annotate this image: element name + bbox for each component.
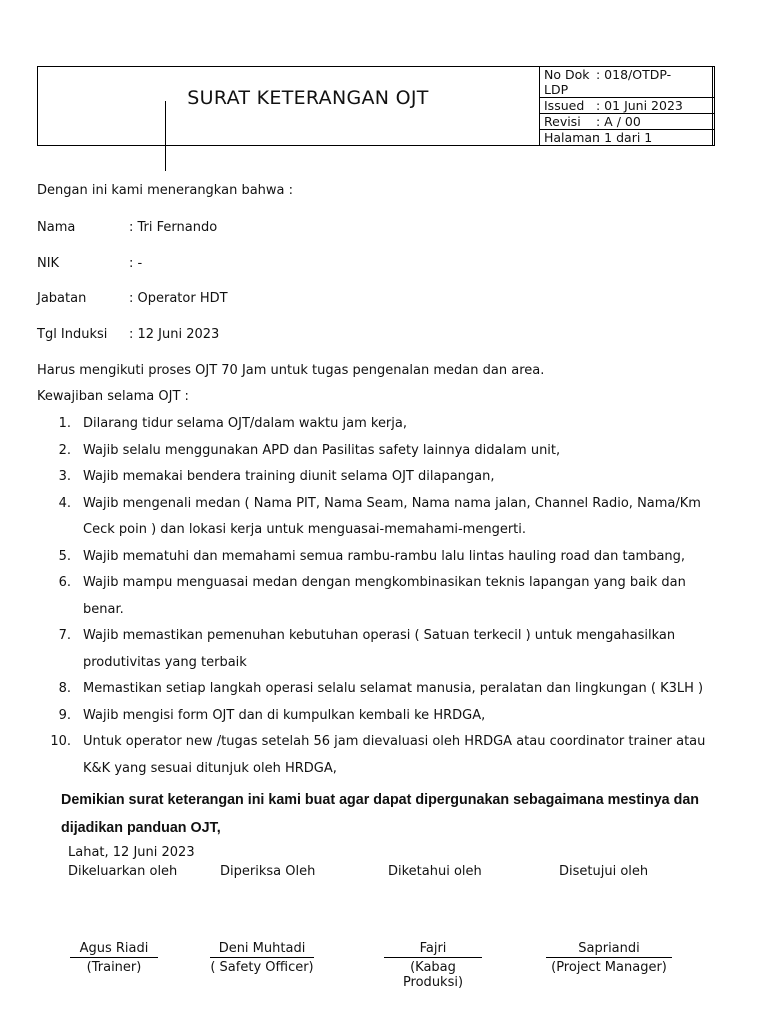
field-label-jabatan: Jabatan <box>37 291 87 306</box>
list-item-number: 9. <box>58 707 71 723</box>
signature-block-project-manager <box>546 941 672 975</box>
list-item-number: 10. <box>50 734 71 749</box>
list-item-number: 7. <box>58 628 71 643</box>
list-item-text: Wajib selalu menggunakan APD dan Pasilitas safety lainnya didalam unit, <box>83 442 561 458</box>
signature-caption: Disetujui oleh <box>559 864 649 879</box>
list-item-text: Wajib mengenali medan ( Nama PIT, Nama Seam, Nama nama jalan, Channel Radio, Nama/Km Ceck poin ) dan lokasi kerja untuk menguasai-memahami-mengerti. <box>83 495 701 537</box>
list-item <box>37 703 727 730</box>
list-item <box>37 729 727 782</box>
list-item-text: Untuk operator new /tugas setelah 56 jam dievaluasi oleh HRDGA atau coordinator trainer atau K&K yang sesuai ditunjuk oleh HRDGA, <box>83 734 706 776</box>
field-value-tgl-induksi: : 12 Juni 2023 <box>129 327 220 342</box>
place-date: Lahat, 12 Juni 2023 <box>68 845 195 860</box>
list-item-number: 5. <box>58 548 71 564</box>
document-header <box>37 66 713 146</box>
ojt-statement: Harus mengikuti proses OJT 70 Jam untuk tugas pengenalan medan dan area. <box>37 363 545 378</box>
signature-caption: Diketahui oleh <box>388 864 482 879</box>
document-meta-table <box>539 66 715 146</box>
field-value-nama: : Tri Fernando <box>129 220 218 235</box>
signer-name: Sapriandi <box>546 941 672 958</box>
header-divider-line <box>165 101 166 171</box>
signature-caption: Dikeluarkan oleh <box>68 864 178 879</box>
meta-label: Issued <box>544 98 585 113</box>
list-item <box>37 623 727 676</box>
list-item-text: Wajib mengisi form OJT dan di kumpulkan kembali ke HRDGA, <box>83 707 486 723</box>
list-item <box>37 570 727 623</box>
meta-row-no-dok <box>540 67 715 98</box>
signature-block-kabag-produksi <box>384 941 482 990</box>
list-item-number: 6. <box>58 575 71 590</box>
meta-value: : 01 Juni 2023 <box>596 98 683 113</box>
list-item-text: Dilarang tidur selama OJT/dalam waktu jam kerja, <box>83 416 407 431</box>
list-item-number: 4. <box>58 495 71 511</box>
list-item-number: 1. <box>58 416 71 431</box>
list-item-text: Memastikan setiap langkah operasi selalu selamat manusia, peralatan dan lingkungan ( K3LH ) <box>83 681 704 696</box>
duties-heading: Kewajiban selama OJT : <box>37 389 189 404</box>
signer-name: Agus Riadi <box>70 941 158 958</box>
meta-value-cont: LDP <box>544 82 569 97</box>
signature-block-trainer <box>70 941 158 975</box>
meta-row-issued <box>540 98 715 114</box>
signer-name: Deni Muhtadi <box>210 941 314 958</box>
intro-text: Dengan ini kami menerangkan bahwa : <box>37 183 294 198</box>
list-item <box>37 411 727 438</box>
document-title: SURAT KETERANGAN OJT <box>187 87 429 109</box>
list-item-text: Wajib mematuhi dan memahami semua rambu-rambu lalu lintas hauling road dan tambang, <box>83 548 686 564</box>
meta-label: Halaman <box>544 130 600 145</box>
meta-row-halaman <box>540 130 715 146</box>
signer-role: (Trainer) <box>86 960 142 975</box>
list-item-number: 2. <box>58 442 71 458</box>
list-item-number: 8. <box>58 681 71 696</box>
duties-list <box>37 411 727 782</box>
meta-value: : 018/OTDP- <box>596 67 672 82</box>
field-label-nama: Nama <box>37 220 76 235</box>
meta-value: : 1 dari 1 <box>596 130 653 145</box>
list-item <box>37 464 727 491</box>
closing-statement: Demikian surat keterangan ini kami buat agar dapat dipergunakan sebagaimana mestinya dan dijadikan panduan OJT, <box>61 792 700 836</box>
meta-label: No Dok <box>544 67 590 82</box>
field-label-tgl-induksi: Tgl Induksi <box>37 327 108 342</box>
meta-value: : A / 00 <box>596 114 641 129</box>
list-item-number: 3. <box>58 469 71 484</box>
field-value-nik: : - <box>129 256 143 271</box>
list-item <box>37 491 727 544</box>
signer-role: (Project Manager) <box>551 960 667 975</box>
list-item <box>37 544 727 571</box>
list-item-text: Wajib memakai bendera training diunit selama OJT dilapangan, <box>83 469 495 484</box>
signer-name: Fajri <box>384 941 482 958</box>
signer-role: (Kabag Produksi) <box>402 960 464 990</box>
meta-label: Revisi <box>544 114 581 129</box>
list-item-text: Wajib mampu menguasai medan dengan mengkombinasikan teknis lapangan yang baik dan benar. <box>83 575 686 617</box>
list-item-text: Wajib memastikan pemenuhan kebutuhan operasi ( Satuan terkecil ) untuk mengahasilkan produtivitas yang terbaik <box>83 628 676 670</box>
meta-row-revisi <box>540 114 715 130</box>
signature-block-safety-officer <box>210 941 314 975</box>
field-label-nik: NIK <box>37 256 60 271</box>
list-item <box>37 438 727 465</box>
list-item <box>37 676 727 703</box>
signature-caption: Diperiksa Oleh <box>220 864 316 879</box>
signer-role: ( Safety Officer) <box>210 960 314 975</box>
field-value-jabatan: : Operator HDT <box>129 291 228 306</box>
